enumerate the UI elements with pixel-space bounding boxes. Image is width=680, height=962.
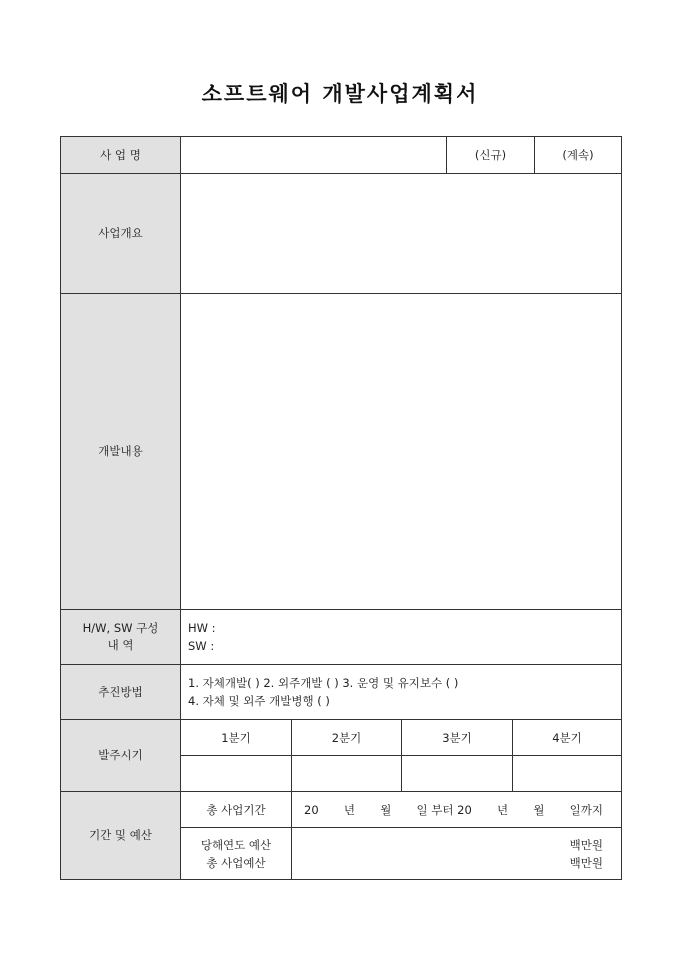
period-part-4: 일 부터 20 bbox=[416, 802, 472, 817]
hwsw-content[interactable] bbox=[181, 610, 621, 664]
order-row bbox=[61, 719, 621, 791]
quarter-input-2[interactable] bbox=[292, 756, 402, 791]
budget-row bbox=[61, 791, 621, 879]
total-budget-unit: 백만원 bbox=[569, 855, 603, 870]
dev-content-label: 개발내용 bbox=[61, 294, 181, 609]
project-name-label: 사 업 명 bbox=[61, 137, 181, 173]
dev-content-row bbox=[61, 293, 621, 609]
order-label: 발주시기 bbox=[61, 720, 181, 791]
current-year-budget-unit: 백만원 bbox=[569, 837, 603, 852]
period-row bbox=[181, 792, 621, 828]
overview-label: 사업개요 bbox=[61, 174, 181, 293]
period-label: 총 사업기간 bbox=[181, 792, 292, 827]
sw-line: SW : bbox=[188, 639, 215, 653]
budget-amount-input[interactable] bbox=[292, 828, 621, 879]
overview-row bbox=[61, 173, 621, 293]
project-name-input[interactable] bbox=[181, 137, 447, 173]
hwsw-row bbox=[61, 609, 621, 664]
hwsw-label-line2: 내 역 bbox=[107, 638, 134, 652]
plan-form bbox=[60, 136, 622, 880]
budget-amount-labels bbox=[181, 828, 292, 879]
method-label: 추진방법 bbox=[61, 665, 181, 719]
period-part-6: 월 bbox=[533, 802, 545, 817]
dev-content-input[interactable] bbox=[181, 294, 621, 609]
budget-amount-row bbox=[181, 828, 621, 879]
quarter-header-2: 2분기 bbox=[292, 720, 402, 755]
page-title: 소프트웨어 개발사업계획서 bbox=[201, 81, 479, 106]
method-line2: 4. 자체 및 외주 개발병행 ( ) bbox=[188, 694, 330, 708]
quarter-header-3: 3분기 bbox=[402, 720, 513, 755]
total-budget-label: 총 사업예산 bbox=[206, 855, 266, 870]
project-name-row bbox=[61, 137, 621, 173]
hw-line: HW : bbox=[188, 621, 216, 635]
period-part-2: 년 bbox=[343, 802, 355, 817]
quarter-input-3[interactable] bbox=[402, 756, 513, 791]
hwsw-label-line1: H/W, SW 구성 bbox=[82, 621, 159, 635]
quarter-value-row bbox=[181, 756, 621, 791]
quarter-input-1[interactable] bbox=[181, 756, 292, 791]
hwsw-label bbox=[61, 610, 181, 664]
method-row bbox=[61, 664, 621, 719]
quarter-header-1: 1분기 bbox=[181, 720, 292, 755]
new-checkbox-cell[interactable]: (신규) bbox=[447, 137, 535, 173]
method-line1: 1. 자체개발( ) 2. 외주개발 ( ) 3. 운영 및 유지보수 ( ) bbox=[188, 676, 459, 690]
budget-grid bbox=[181, 792, 621, 879]
period-part-5: 년 bbox=[497, 802, 509, 817]
method-content[interactable] bbox=[181, 665, 621, 719]
period-part-7: 일까지 bbox=[569, 802, 603, 817]
quarter-input-4[interactable] bbox=[513, 756, 621, 791]
budget-label: 기간 및 예산 bbox=[61, 792, 181, 879]
period-part-1: 20 bbox=[304, 802, 319, 817]
period-part-3: 월 bbox=[380, 802, 392, 817]
current-year-budget-label: 당해연도 예산 bbox=[200, 837, 272, 852]
order-grid bbox=[181, 720, 621, 791]
overview-input[interactable] bbox=[181, 174, 621, 293]
period-input[interactable] bbox=[292, 792, 621, 827]
quarter-header-4: 4분기 bbox=[552, 730, 582, 745]
quarter-header-row bbox=[181, 720, 621, 756]
continued-checkbox-cell[interactable]: (계속) bbox=[562, 148, 594, 162]
